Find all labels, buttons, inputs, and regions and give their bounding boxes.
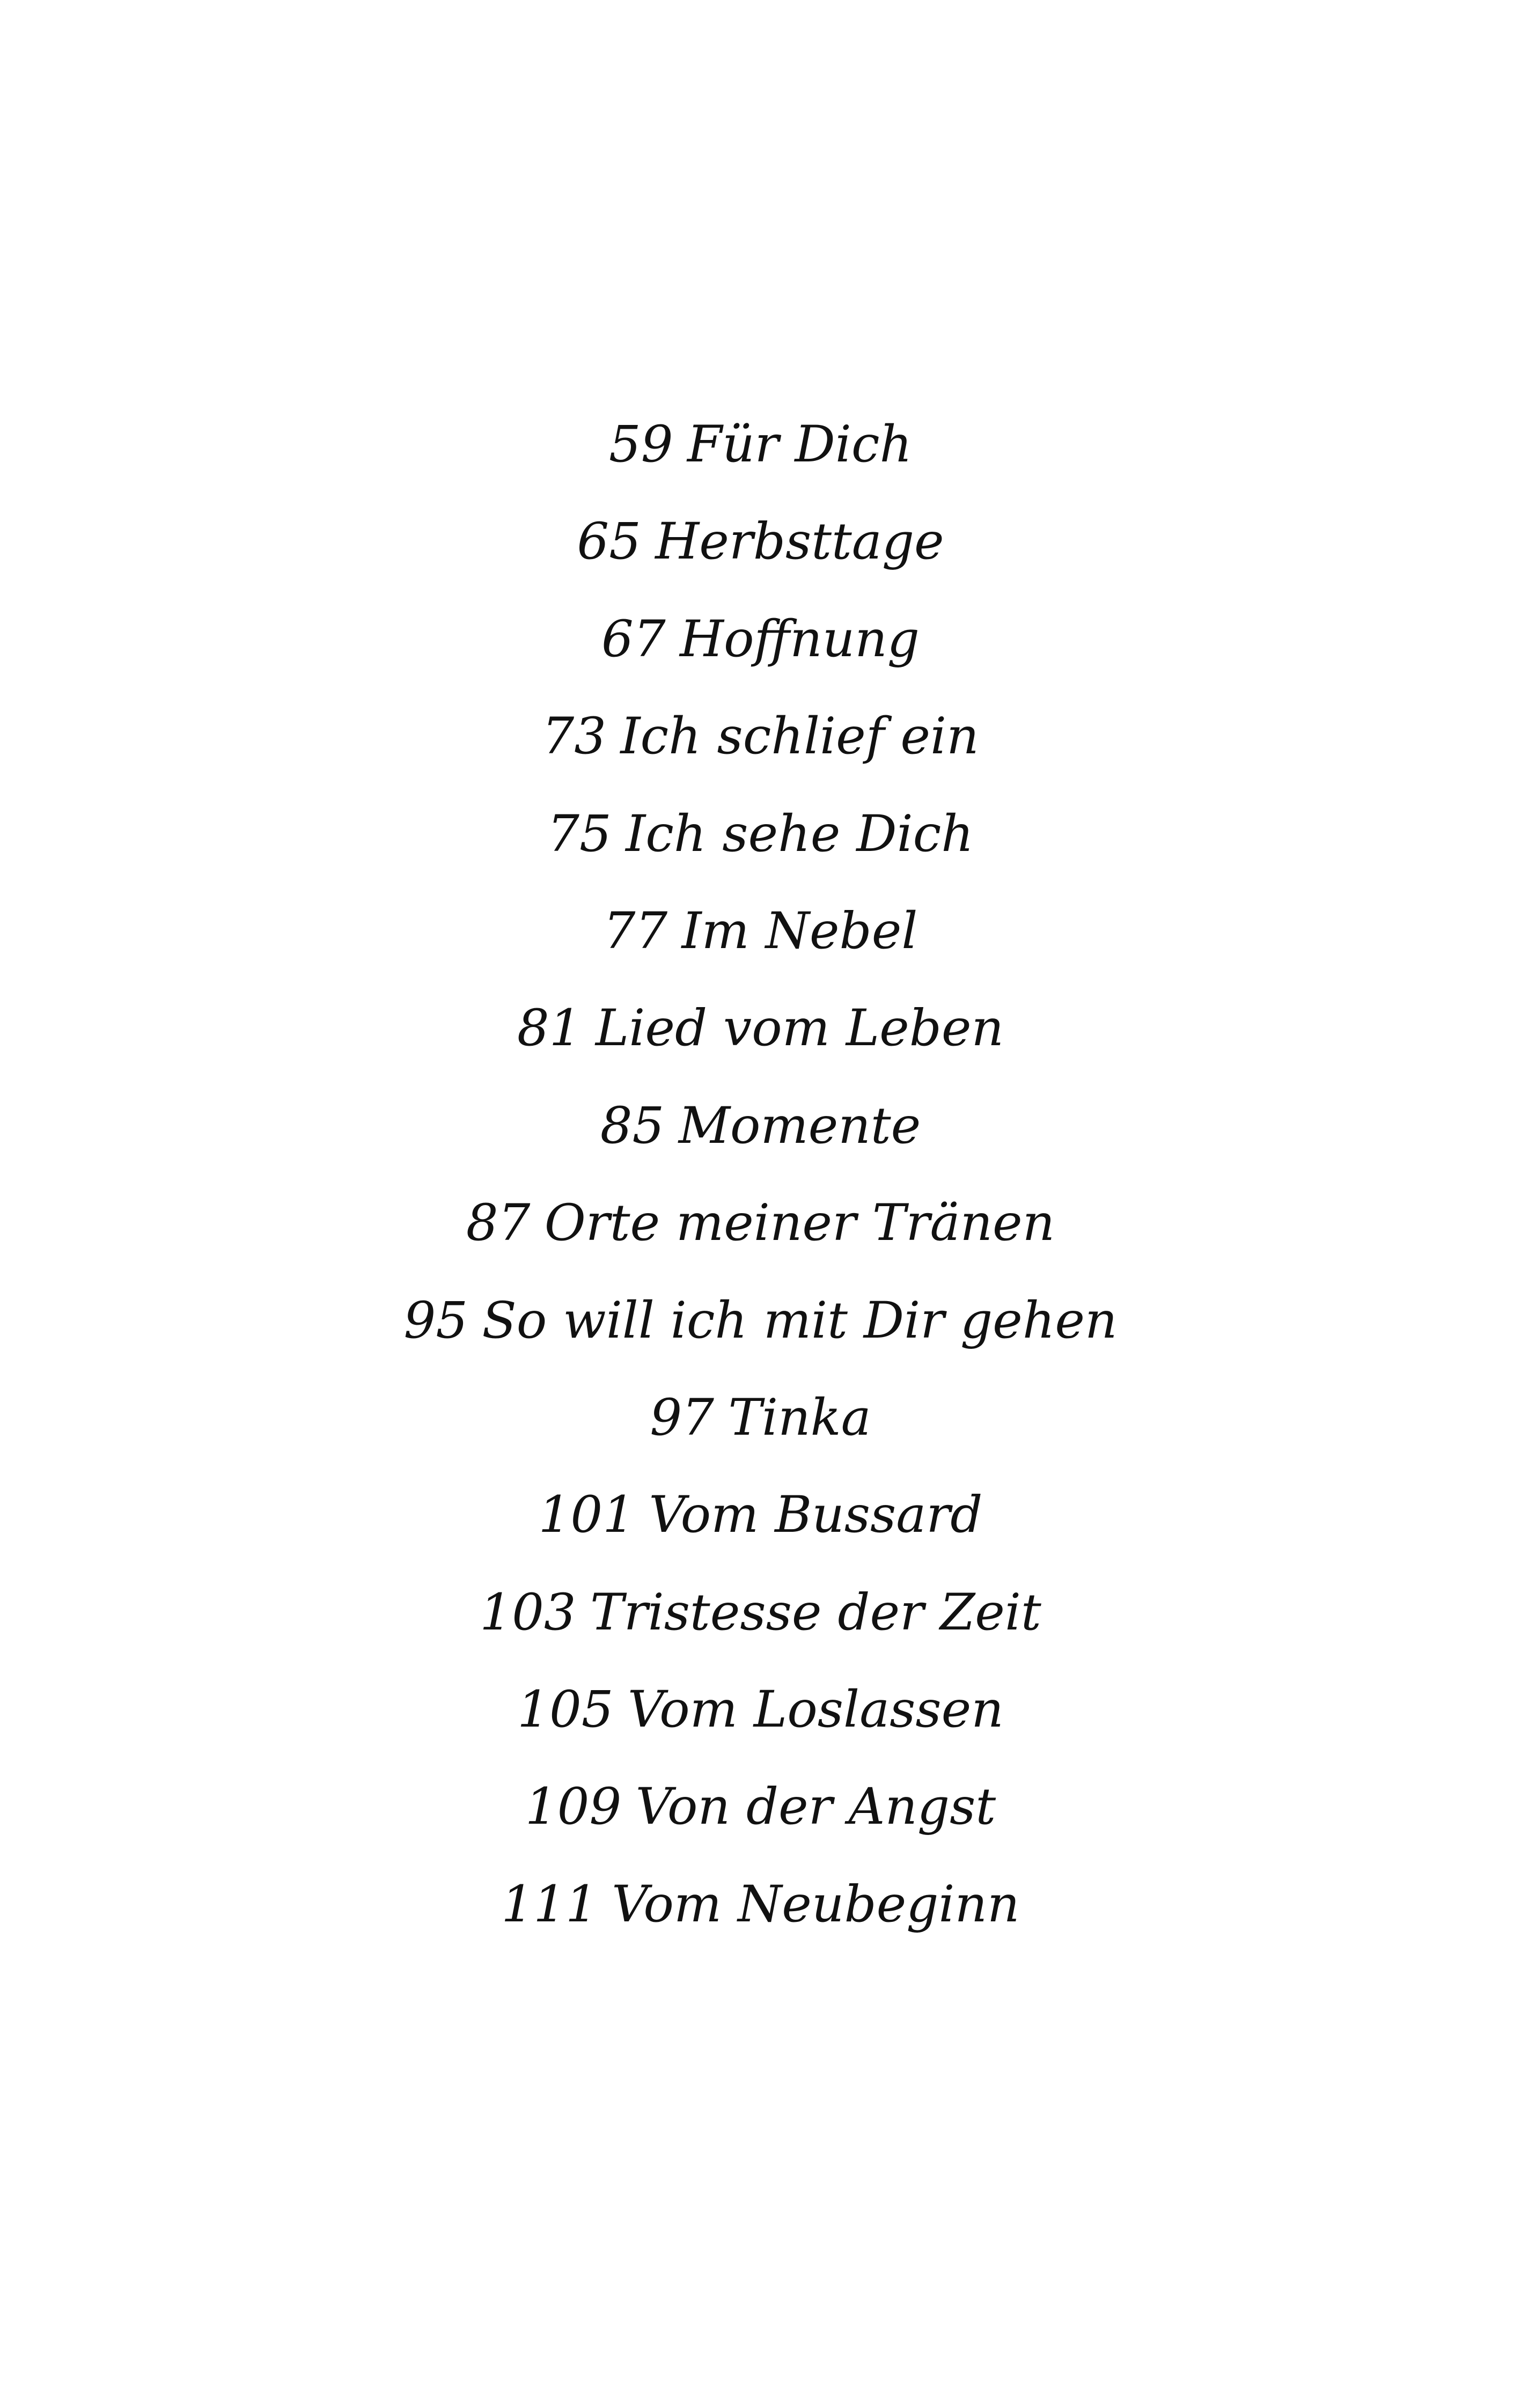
toc-entry xyxy=(0,1272,1521,1369)
toc-page-number: 75 xyxy=(547,804,612,863)
toc-page-number: 103 xyxy=(480,1583,576,1642)
toc-page-number: 101 xyxy=(538,1486,635,1545)
toc-title: Herbsttage xyxy=(655,512,944,571)
toc-title: Momente xyxy=(678,1096,921,1155)
toc-page-number: 105 xyxy=(517,1680,614,1739)
toc-title: Tristesse der Zeit xyxy=(590,1583,1041,1642)
toc-entry xyxy=(0,493,1521,590)
toc-page-number: 87 xyxy=(466,1194,531,1253)
toc-entry xyxy=(0,1077,1521,1174)
toc-title: Hoffnung xyxy=(679,610,920,669)
toc-title: Vom Loslassen xyxy=(627,1680,1004,1739)
toc-entry xyxy=(0,396,1521,493)
toc-title: Lied vom Leben xyxy=(595,999,1004,1058)
toc-entry xyxy=(0,1661,1521,1758)
toc-title: Vom Bussard xyxy=(649,1486,983,1545)
toc-title: Für Dich xyxy=(687,415,913,474)
toc-entry xyxy=(0,1174,1521,1272)
toc-entry xyxy=(0,1758,1521,1855)
toc-entry xyxy=(0,980,1521,1077)
toc-title: Tinka xyxy=(728,1388,871,1447)
toc-page-number: 67 xyxy=(601,610,666,669)
toc-page-number: 59 xyxy=(608,415,673,474)
toc-page-number: 81 xyxy=(517,999,582,1058)
toc-title: Ich schlief ein xyxy=(620,707,979,766)
toc-page-number: 109 xyxy=(525,1778,622,1837)
toc-title: Vom Neubeginn xyxy=(612,1875,1020,1934)
toc-page-number: 97 xyxy=(650,1388,714,1447)
toc-page-number: 85 xyxy=(600,1096,665,1155)
toc-page-number: 77 xyxy=(603,901,668,960)
toc-title: So will ich mit Dir gehen xyxy=(482,1291,1118,1350)
toc-page-number: 95 xyxy=(403,1291,468,1350)
toc-title: Im Nebel xyxy=(681,901,918,960)
toc-page-number: 111 xyxy=(501,1875,598,1934)
toc-entry xyxy=(0,591,1521,688)
toc-title: Von der Angst xyxy=(635,1778,996,1837)
toc-entry xyxy=(0,1564,1521,1661)
toc-page-number: 65 xyxy=(577,512,641,571)
toc-entry xyxy=(0,1466,1521,1563)
toc-entry xyxy=(0,1369,1521,1466)
toc-entry xyxy=(0,883,1521,980)
table-of-contents xyxy=(0,396,1521,1953)
toc-entry xyxy=(0,1856,1521,1953)
toc-title: Ich sehe Dich xyxy=(626,804,974,863)
toc-title: Orte meiner Tränen xyxy=(544,1194,1055,1253)
toc-page-number: 73 xyxy=(542,707,607,766)
toc-entry xyxy=(0,785,1521,883)
toc-entry xyxy=(0,688,1521,785)
